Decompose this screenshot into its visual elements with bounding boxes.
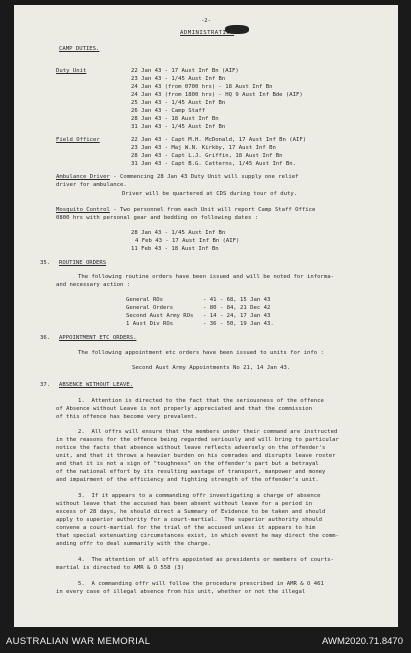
- routine-order-range: - 14 - 24, 17 Jan 43: [203, 313, 271, 319]
- awl-paragraph-3-line: anding offr to deal summarily with the charge.: [56, 541, 211, 547]
- awl-paragraph-3-line: that special extenuating circumstances exist, in which event he may direct the comm-: [56, 533, 339, 539]
- duty-unit-row: 24 Jan 43 (from 0700 hrs) - 18 Aust Inf Bn: [131, 84, 273, 90]
- duty-unit-row: 24 Jan 43 (from 1800 hrs) - HQ 9 Aust Inf Bde (AIF): [131, 92, 303, 98]
- field-officer-row: 31 Jan 43 - Capt B.G. Catterns, 1/45 Aust Inf Bn.: [131, 161, 297, 167]
- routine-orders-intro: The following routine orders have been issued and will be noted for informa-: [78, 274, 334, 280]
- awl-paragraph-3-line: excess of 28 days, he should direct a Summary of Evidence to be taken and should: [56, 509, 326, 515]
- section-number: 37.: [40, 382, 51, 388]
- page-heading: ADMINISTRATION: [180, 30, 235, 36]
- routine-orders-intro: and necessary action :: [56, 282, 131, 288]
- routine-order-name: General Orders: [126, 305, 174, 311]
- awl-paragraph-1-line: 1. Attention is directed to the fact that the seriousness of the offence: [78, 398, 324, 404]
- ambulance-driver-label: Ambulance Driver: [56, 174, 110, 180]
- awl-paragraph-5-line: in every case of illegal absence from his unit, whether or not the illegal: [56, 589, 306, 595]
- appointment-orders-title: APPOINTMENT ETC ORDERS.: [59, 335, 137, 341]
- awl-paragraph-2-line: unit, and that it throws a heavier burden on his comrades and disrupts leave roster: [56, 453, 336, 459]
- routine-order-range: - 41 - 68, 15 Jan 43: [203, 297, 271, 303]
- footer-accession-number: AWM2020.71.8470: [322, 636, 403, 647]
- awl-paragraph-2-line: notice the facts that absence without leave reflects adversely on the offender's: [56, 445, 326, 451]
- awl-paragraph-5-line: 5. A commanding offr will follow the procedure prescribed in AMR & O 461: [78, 581, 324, 587]
- awl-paragraph-4-line: 4. The attention of all offrs appointed as presidents or members of courts-: [78, 557, 334, 563]
- duty-unit-row: 28 Jan 43 - 18 Aust Inf Bn: [131, 116, 219, 122]
- awl-paragraph-3-line: apply to superior authority for a court-martial. The superior authority should: [56, 517, 323, 523]
- duty-unit-row: 31 Jan 43 - 1/45 Aust Inf Bn: [131, 124, 226, 130]
- routine-order-range: - 36 - 50, 19 Jan 43.: [203, 321, 274, 327]
- awl-paragraph-2-line: 2. All offrs will ensure that the members under their command are instructed: [78, 429, 338, 435]
- appointment-orders-text: Second Aust Army Appointments No 21, 14 Jan 43.: [132, 365, 291, 371]
- routine-orders-title: ROUTINE ORDERS: [59, 260, 107, 266]
- routine-order-range: - 80 - 84, 21 Dec 42: [203, 305, 271, 311]
- routine-order-name: General ROs: [126, 297, 164, 303]
- ambulance-driver-text: driver for ambulance.: [56, 182, 127, 188]
- field-officer-row: 23 Jan 43 - Maj W.N. Kirkby, 17 Aust Inf Bn: [131, 145, 276, 151]
- awl-paragraph-2-line: and impairment of the efficiency and fighting strength of the offender's unit.: [56, 477, 319, 483]
- mosquito-control-label: Mosquito Control: [56, 207, 110, 213]
- section-number: 36.: [40, 335, 51, 341]
- duty-unit-row: 23 Jan 43 - 1/45 Aust Inf Bn: [131, 76, 226, 82]
- awl-title: ABSENCE WITHOUT LEAVE.: [59, 382, 134, 388]
- awl-paragraph-2-line: and that it is not a sign of "toughness" on the offender's part but a betrayal: [56, 461, 319, 467]
- page-number: -2-: [200, 18, 212, 24]
- mosquito-row: 11 Feb 43 - 18 Aust Inf Bn: [131, 246, 219, 252]
- document-page: [14, 5, 398, 627]
- section-number: 35.: [40, 260, 51, 266]
- appointment-orders-text: The following appointment etc orders have been issued to units for info :: [78, 350, 324, 356]
- ambulance-driver-line: [56, 174, 298, 181]
- duty-unit-row: 25 Jan 43 - 1/45 Aust Inf Bn: [131, 100, 226, 106]
- field-officer-row: 22 Jan 43 - Capt M.H. McDonald, 17 Aust Inf Bn (AIF): [131, 137, 307, 143]
- awl-paragraph-3-line: 3. If it appears to a commanding offr investigating a charge of absence: [78, 493, 321, 499]
- awl-paragraph-3-line: convene a court-martial for the trial of the accused unless it appears to him: [56, 525, 316, 531]
- camp-duties-title: CAMP DUTIES.: [59, 46, 100, 52]
- awl-paragraph-3-line: without leave that the accused has been absent without leave for a period in: [56, 501, 312, 507]
- duty-unit-row: 22 Jan 43 - 17 Aust Inf Bn (AIF): [131, 68, 239, 74]
- mosquito-control-text: 0800 hrs with personal gear and bedding on following dates :: [56, 215, 259, 221]
- duty-unit-label: Duty Unit: [56, 68, 87, 74]
- awl-paragraph-1-line: of Absence without Leave is not properly appreciated and that the commission: [56, 406, 312, 412]
- awl-paragraph-4-line: martial is directed to AMR & O 558 (3): [56, 565, 184, 571]
- ambulance-driver-text: - Commencing 28 Jan 43 Duty Unit will supply one relief: [109, 174, 299, 180]
- ambulance-driver-text: Driver will be quartered at CDS during tour of duty.: [122, 191, 298, 197]
- routine-order-name: 1 Aust Div ROs: [126, 321, 174, 327]
- field-officer-row: 28 Jan 43 - Capt L.J. Griffin, 18 Aust Inf Bn: [131, 153, 283, 159]
- footer-institution: AUSTRALIAN WAR MEMORIAL: [6, 636, 151, 647]
- field-officer-label: Field Officer: [56, 137, 100, 143]
- awl-paragraph-2-line: in the reasons for the offence being regarded seriously and will bring to particular: [56, 437, 339, 443]
- routine-order-name: Second Aust Army ROs: [126, 313, 194, 319]
- footer-bar: [0, 627, 411, 653]
- awl-paragraph-1-line: of this offence has become very prevalent.: [56, 414, 198, 420]
- awl-paragraph-2-line: of the national effort by its resulting wastage of transport, manpower and money: [56, 469, 326, 475]
- mosquito-row: 28 Jan 43 - 1/45 Aust Inf Bn: [131, 230, 226, 236]
- mosquito-control-text: - Two personnel from each Unit will report Camp Staff Office: [109, 207, 316, 213]
- mosquito-row: 4 Feb 43 - 17 Aust Inf Bn (AIF): [135, 238, 240, 244]
- duty-unit-row: 26 Jan 43 - Camp Staff: [131, 108, 206, 114]
- mosquito-control-line: [56, 207, 315, 214]
